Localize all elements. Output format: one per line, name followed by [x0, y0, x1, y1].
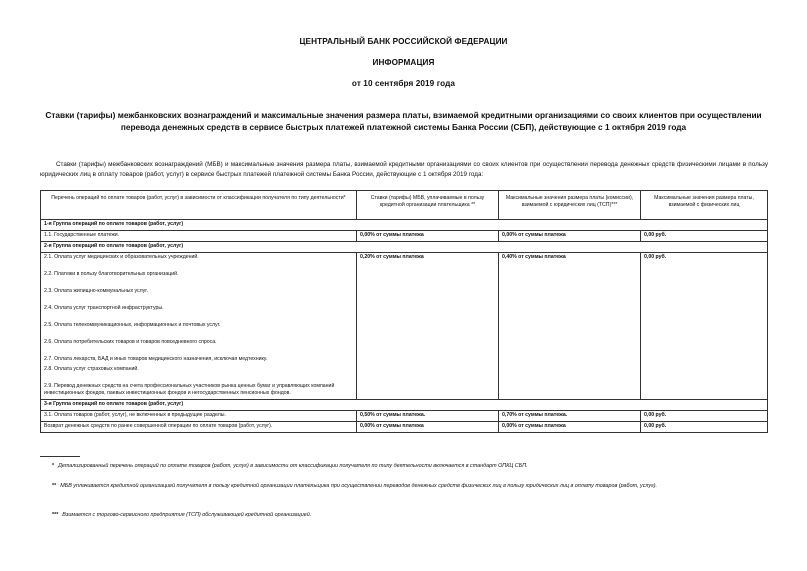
row-3-1-name: 3.1. Оплата товаров (работ, услуг), не включенных в предыдущие разделы.	[41, 410, 357, 421]
footnote-3	[52, 511, 752, 520]
org-name: ЦЕНТРАЛЬНЫЙ БАНК РОССИЙСКОЙ ФЕДЕРАЦИИ	[299, 37, 508, 46]
group-1-title: 1-я Группа операций по оплате товаров (работ, услуг)	[41, 219, 768, 230]
group-2-fl: 0,00 руб.	[641, 252, 768, 399]
tariffs-table	[40, 190, 768, 433]
group-3-title: 3-я Группа операций по оплате товаров (работ, услуг)	[41, 399, 768, 410]
column-header-tsp: Максимальные значения размера платы (комиссии), взимаемой с юридических лиц (ТСП)***	[499, 191, 641, 220]
list-item: 2.6. Оплата потребительских товаров и товаров повседневного спроса.	[44, 339, 217, 345]
group-row	[41, 219, 768, 230]
list-item: 2.3. Оплата жилищно-коммунальных услуг.	[44, 288, 148, 294]
group-2-items	[41, 252, 357, 399]
row-refund-name: Возврат денежных средств по ранее совершенной операции по оплате товаров (работ, услуг).	[41, 421, 357, 432]
document-title: Ставки (тарифы) межбанковских вознаграждений и максимальные значения размера платы, взимаемой кредитными организациями со своих клиентов при осуществлении перевода денежных средств в сервисе быстрых платежей платежной системы Банка России (СБП), действующие с 1 октября 2019 года	[45, 110, 762, 132]
list-item: 2.1. Оплата услуг медицинских и образовательных учреждений.	[44, 254, 199, 260]
list-item: 2.4. Оплата услуг транспортной инфраструктуры.	[44, 305, 164, 311]
table-header-row	[41, 191, 768, 220]
footnote-text: Взимается с торгово-сервисного предприятия (ТСП) обслуживающей кредитной организацией.	[62, 512, 312, 518]
row-refund-mbv: 0,00% от суммы платежа	[357, 421, 499, 432]
table-row	[41, 252, 768, 399]
column-header-mbv: Ставки (тарифы) МБВ, уплачиваемые в пользу кредитной организации плательщика **	[357, 191, 499, 220]
row-1-1-tsp: 0,00% от суммы платежа	[499, 230, 641, 241]
footnote-mark: *	[52, 463, 55, 469]
row-refund-fl: 0,00 руб.	[641, 421, 768, 432]
group-row	[41, 399, 768, 410]
row-3-1-fl: 0,00 руб.	[641, 410, 768, 421]
table-row	[41, 230, 768, 241]
group-row	[41, 241, 768, 252]
footnote-text: Детализированный перечень операций по оплате товаров (работ, услуг) в зависимости от классификации получателя по типу деятельности включается в стандарт ОПКЦ СБП.	[58, 463, 528, 469]
list-item: 2.7. Оплата лекарств, БАД и иных товаров медицинского назначения, исключая медтехнику.	[44, 356, 268, 362]
column-header-operations: Перечень операций по оплате товаров (работ, услуг) в зависимости от классификации получателя по типу деятельности*	[41, 191, 357, 220]
group-2-mbv: 0,20% от суммы платежа	[357, 252, 499, 399]
footnote-divider	[40, 456, 80, 457]
row-refund-tsp: 0,00% от суммы платежа	[499, 421, 641, 432]
row-1-1-fl: 0,00 руб.	[641, 230, 768, 241]
list-item: 2.8. Оплата услуг страховых компаний.	[44, 366, 139, 372]
footnote-text: МБВ уплачивается кредитной организацией получателя в пользу кредитной организации плательщика при осуществлении переводов денежных средств физических лиц в пользу юридических лиц в оплату товаров (работ, услуг).	[60, 483, 658, 489]
row-3-1-mbv: 0,50% от суммы платежа.	[357, 410, 499, 421]
group-2-title: 2-я Группа операций по оплате товаров (работ, услуг)	[41, 241, 768, 252]
doc-date: от 10 сентября 2019 года	[351, 79, 456, 88]
list-item: 2.9. Перевод денежных средств на счета профессиональных участников рынка ценных бумаг и управляющих компаний инвестиционных фондов, паевых инвестиционных фондов и негосударственных пенсионных фондов.	[44, 383, 335, 396]
row-3-1-tsp: 0,70% от суммы платежа.	[499, 410, 641, 421]
footnote-2	[52, 482, 752, 491]
table-row	[41, 421, 768, 432]
column-header-individuals: Максимальные значения размера платы, взимаемой с физических лиц	[641, 191, 768, 220]
group-2-tsp: 0,40% от суммы платежа	[499, 252, 641, 399]
intro-paragraph: Ставки (тарифы) межбанковских вознаграждений (МБВ) и максимальные значения размера платы, взимаемой кредитными организациями со своих клиентов при осуществлении перевода денежных средств физическими лицами в пользу юридических лиц в оплату товаров (работ, услуг) в сервисе быстрых платежей платежной системы Банка России, действующие с 1 октября 2019 года:	[40, 161, 768, 178]
footnote-mark: ***	[52, 512, 59, 518]
list-item: 2.2. Платежи в пользу благотворительных организаций.	[44, 271, 179, 277]
table-row	[41, 410, 768, 421]
footnote-mark: **	[52, 483, 57, 489]
list-item: 2.5. Оплата телекоммуникационных, информационных и почтовых услуг.	[44, 322, 221, 328]
footnote-1	[52, 462, 752, 471]
row-1-1-mbv: 0,00% от суммы платежа	[357, 230, 499, 241]
row-1-1-name: 1.1. Государственные платежи.	[41, 230, 357, 241]
doc-type: ИНФОРМАЦИЯ	[372, 58, 435, 67]
